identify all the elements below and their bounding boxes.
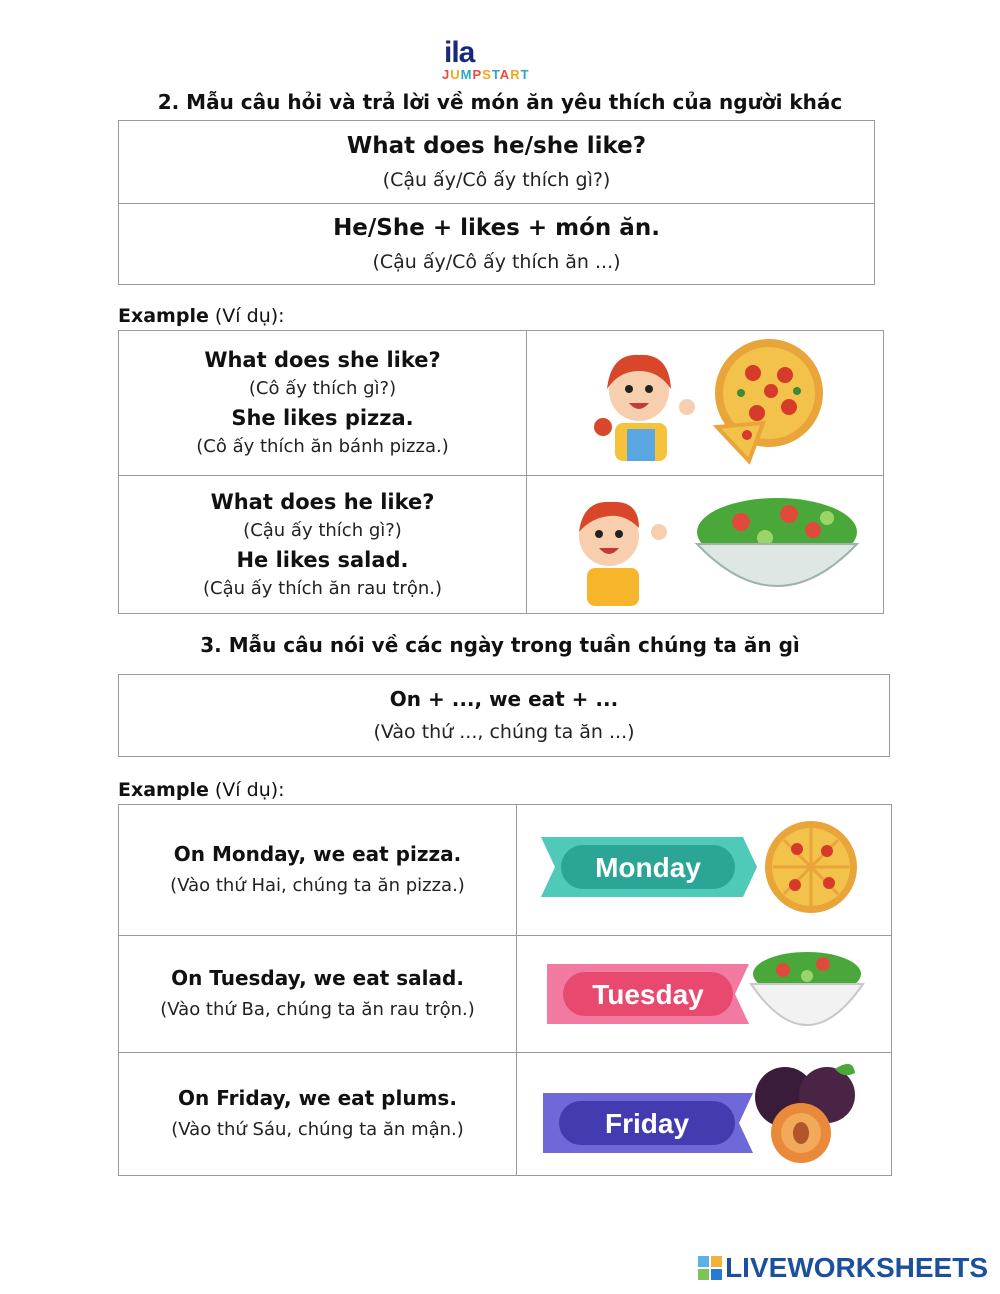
- example-answer-vi: (Cô ấy thích ăn bánh pizza.): [196, 436, 449, 457]
- pizza-icon: [765, 821, 857, 913]
- friday-plums-illustration: [517, 1053, 891, 1171]
- examples-table-2: [118, 330, 884, 614]
- monday-banner: [541, 837, 757, 897]
- example-answer: She likes pizza.: [231, 406, 414, 430]
- day-label: Monday: [595, 852, 701, 883]
- pattern-box-3: [118, 674, 890, 757]
- girl-icon: [594, 355, 695, 461]
- pizza-icon: [715, 339, 823, 461]
- logo-jumpstart-text: JUMPSTART: [442, 67, 530, 82]
- liveworksheets-logo: [698, 1252, 988, 1284]
- pattern-answer-vi: (Cậu ấy/Cô ấy thích ăn ...): [372, 251, 621, 273]
- example-image-cell: [517, 805, 892, 936]
- pattern-answer: He/She + likes + món ăn.: [333, 215, 660, 241]
- boy-salad-illustration: [527, 478, 883, 608]
- example-sentence: On Tuesday, we eat salad.: [171, 966, 464, 990]
- example-text-cell: [119, 331, 527, 476]
- example-question: What does she like?: [204, 348, 441, 372]
- example-text-cell: [119, 936, 517, 1053]
- table-row: [119, 1053, 892, 1176]
- tuesday-salad-illustration: [517, 936, 891, 1048]
- table-row: [119, 476, 884, 614]
- example-image-cell: [527, 476, 884, 614]
- example-question: What does he like?: [210, 489, 435, 514]
- example-sentence: On Friday, we eat plums.: [178, 1086, 457, 1110]
- example-question-vi: (Cậu ấy thích gì?): [243, 519, 402, 541]
- example-image-cell: [527, 331, 884, 476]
- logo-ila-text: ila: [444, 36, 475, 69]
- liveworksheets-text: LIVEWORKSHEETS: [725, 1252, 988, 1283]
- example-label: Example (Ví dụ):: [118, 305, 285, 327]
- section2-heading: 2. Mẫu câu hỏi và trả lời về món ăn yêu thích của người khác: [157, 90, 843, 114]
- example-sentence-vi: (Vào thứ Hai, chúng ta ăn pizza.): [170, 875, 465, 896]
- examples-table-3: [118, 804, 892, 1176]
- friday-banner: [543, 1093, 753, 1153]
- example-text-cell: [119, 1053, 517, 1176]
- example-label: Example (Ví dụ):: [118, 779, 285, 801]
- salad-icon: [697, 498, 857, 586]
- divider: [119, 203, 874, 204]
- tuesday-banner: [547, 964, 749, 1024]
- example-sentence-vi: (Vào thứ Sáu, chúng ta ăn mận.): [171, 1119, 464, 1140]
- table-row: [119, 936, 892, 1053]
- table-row: [119, 331, 884, 476]
- monday-pizza-illustration: [517, 805, 891, 931]
- example-sentence-vi: (Vào thứ Ba, chúng ta ăn rau trộn.): [160, 999, 475, 1020]
- pattern-question-vi: (Cậu ấy/Cô ấy thích gì?): [382, 169, 611, 191]
- example-image-cell: [517, 936, 892, 1053]
- ila-jumpstart-logo: [440, 38, 560, 86]
- example-text-cell: [119, 476, 527, 614]
- girl-pizza-illustration: [527, 331, 883, 471]
- table-row: [119, 805, 892, 936]
- example-question-vi: (Cô ấy thích gì?): [248, 378, 397, 399]
- salad-icon: [751, 952, 863, 1025]
- example-sentence: On Monday, we eat pizza.: [173, 842, 462, 866]
- plum-icon: [755, 1064, 855, 1163]
- pattern-sentence-vi: (Vào thứ ..., chúng ta ăn ...): [373, 721, 635, 743]
- pattern-question: What does he/she like?: [346, 133, 647, 159]
- example-image-cell: [517, 1053, 892, 1176]
- example-answer-vi: (Cậu ấy thích ăn rau trộn.): [203, 577, 442, 599]
- boy-icon: [579, 501, 667, 605]
- section3-heading: 3. Mẫu câu nói về các ngày trong tuần chúng ta ăn gì: [200, 633, 800, 657]
- pattern-box: [118, 120, 875, 285]
- day-label: Tuesday: [592, 979, 704, 1010]
- day-label: Friday: [604, 1108, 690, 1139]
- example-answer: He likes salad.: [236, 547, 409, 572]
- liveworksheets-icon: [698, 1256, 722, 1280]
- pattern-sentence: On + ..., we eat + ...: [389, 687, 619, 711]
- example-text-cell: [119, 805, 517, 936]
